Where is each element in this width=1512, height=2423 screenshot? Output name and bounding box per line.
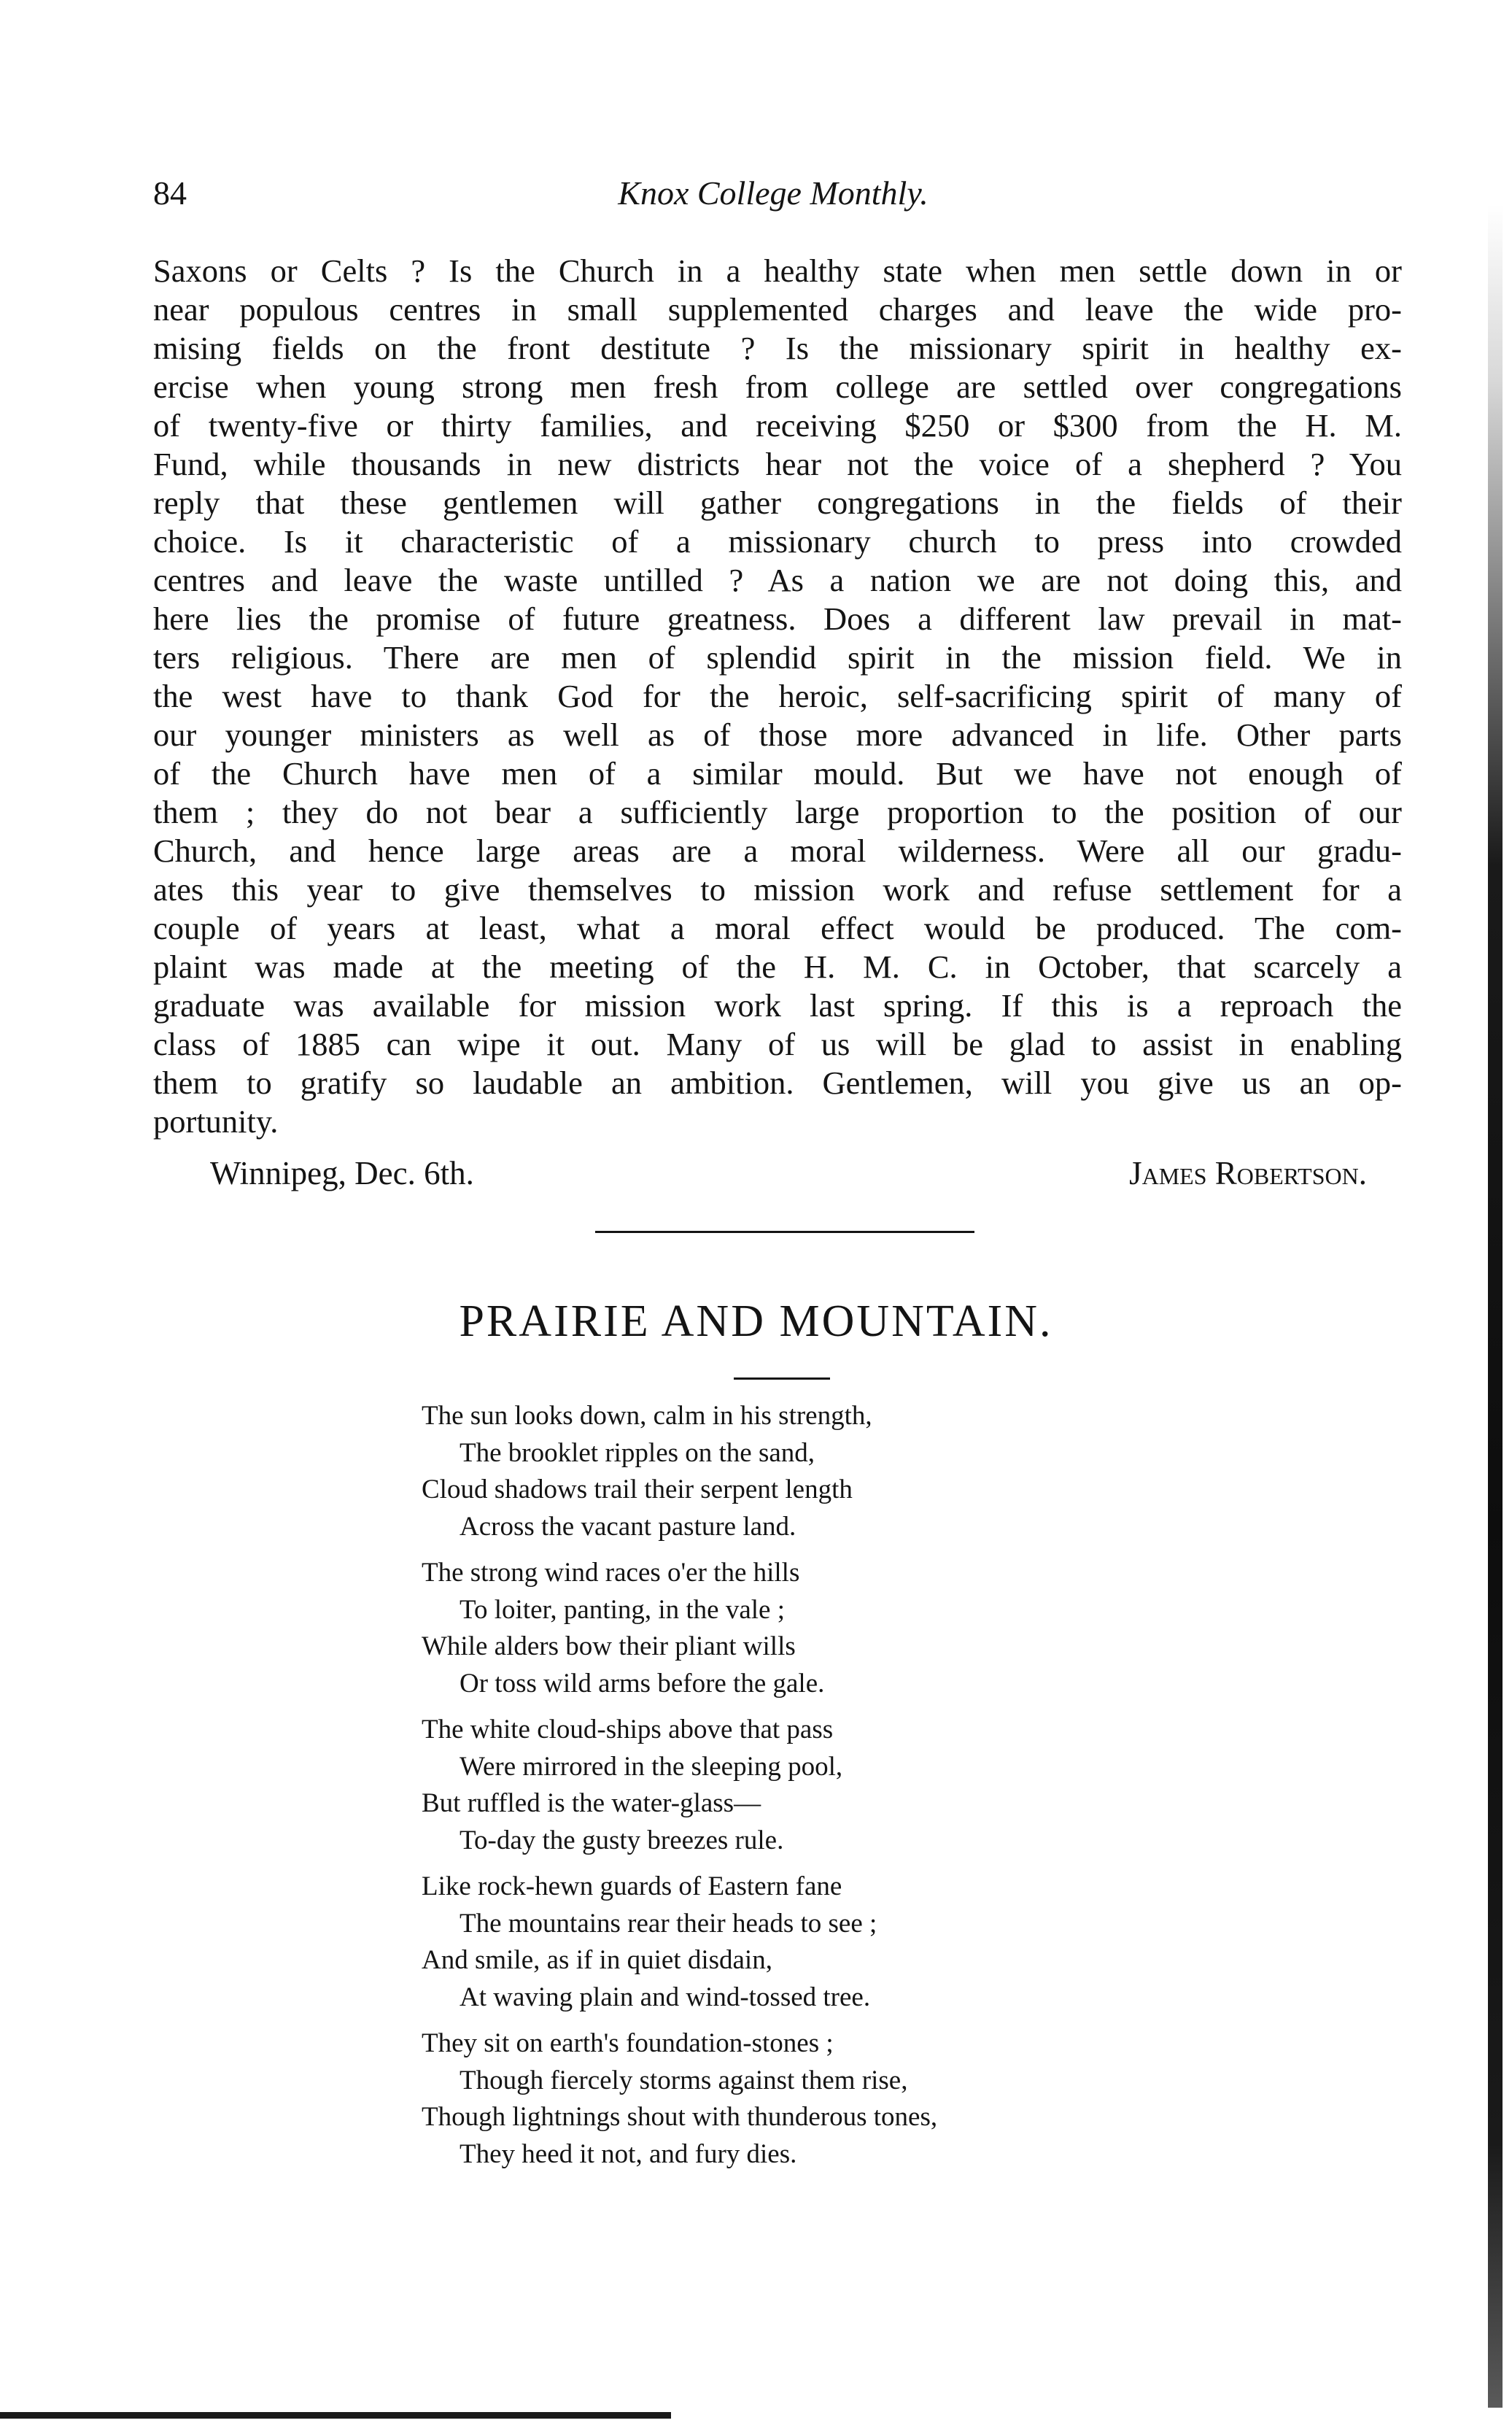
author-signature: James Robertson.	[1129, 1155, 1367, 1191]
verse-line: And smile, as if in quiet disdain,	[422, 1945, 772, 1975]
verse-line: Though lightnings shout with thunderous tones,	[422, 2102, 938, 2132]
body-line: Fund, while thousands in new districts hear not the voice of a shepherd ? You	[153, 446, 1402, 482]
poem-title: PRAIRIE AND MOUNTAIN.	[459, 1296, 1053, 1346]
body-line: them to gratify so laudable an ambition. Gentlemen, will you give us an op-	[153, 1064, 1402, 1101]
title-divider	[734, 1377, 830, 1380]
body-line: our younger ministers as well as of those more advanced in life. Other parts	[153, 716, 1402, 753]
verse-line: The brooklet ripples on the sand,	[460, 1437, 815, 1468]
verse-line: To loiter, panting, in the vale ;	[460, 1594, 785, 1625]
body-line: Church, and hence large areas are a moral wilderness. Were all our gradu-	[153, 832, 1402, 869]
article-body	[153, 252, 1402, 1141]
body-line: ters religious. There are men of splendid spirit in the mission field. We in	[153, 639, 1402, 676]
verse-line: Though fiercely storms against them rise,	[460, 2065, 908, 2095]
poem	[422, 1398, 1297, 2182]
closing	[153, 1154, 1402, 1198]
body-line: couple of years at least, what a moral effect would be produced. The com-	[153, 910, 1402, 946]
body-line: mising fields on the front destitute ? Is the missionary spirit in healthy ex-	[153, 330, 1402, 366]
verse-line: But ruffled is the water-glass—	[422, 1788, 761, 1818]
body-line: choice. Is it characteristic of a missionary church to press into crowded	[153, 523, 1402, 560]
page-edge-shadow	[1488, 204, 1503, 2408]
body-line: the west have to thank God for the heroic, self-sacrificing spirit of many of	[153, 678, 1402, 714]
stanza	[422, 1555, 1297, 1702]
bottom-edge-shadow	[0, 2412, 671, 2419]
verse-line: Cloud shadows trail their serpent length	[422, 1475, 853, 1504]
body-line: plaint was made at the meeting of the H. M. C. in October, that scarcely a	[153, 948, 1402, 985]
verse-line: The sun looks down, calm in his strength,	[422, 1401, 872, 1431]
body-line: of twenty-five or thirty families, and receiving $250 or $300 from the H. M.	[153, 407, 1402, 444]
verse-line: To-day the gusty breezes rule.	[460, 1825, 784, 1855]
verse-line: The mountains rear their heads to see ;	[460, 1908, 877, 1939]
body-line: here lies the promise of future greatness. Does a different law prevail in mat-	[153, 600, 1402, 637]
verse-line: They heed it not, and fury dies.	[460, 2138, 797, 2169]
verse-line: They sit on earth's foundation-stones ;	[422, 2028, 834, 2058]
running-title: Knox College Monthly.	[618, 174, 928, 212]
body-line: of the Church have men of a similar mould. But we have not enough of	[153, 755, 1402, 792]
verse-line: While alders bow their pliant wills	[422, 1631, 796, 1661]
section-divider	[595, 1231, 974, 1233]
verse-line: Were mirrored in the sleeping pool,	[460, 1751, 843, 1782]
body-line: them ; they do not bear a sufficiently large proportion to the position of our	[153, 794, 1402, 830]
body-line: centres and leave the waste untilled ? As a nation we are not doing this, and	[153, 562, 1402, 598]
verse-line: At waving plain and wind-tossed tree.	[460, 1982, 871, 2012]
stanza	[422, 1869, 1297, 2016]
verse-line: Like rock-hewn guards of Eastern fane	[422, 1871, 842, 1901]
verse-line: Across the vacant pasture land.	[460, 1511, 796, 1542]
stanza	[422, 2025, 1297, 2173]
body-line: class of 1885 can wipe it out. Many of us will be glad to assist in enabling	[153, 1026, 1402, 1062]
verse-line: The strong wind races o'er the hills	[422, 1558, 800, 1588]
verse-line: The white cloud-ships above that pass	[422, 1715, 834, 1744]
body-line: near populous centres in small supplemented charges and leave the wide pro-	[153, 291, 1402, 328]
body-line: reply that these gentlemen will gather congregations in the fields of their	[153, 484, 1402, 521]
body-line: ates this year to give themselves to mission work and refuse settlement for a	[153, 871, 1402, 908]
body-line: graduate was available for mission work last spring. If this is a reproach the	[153, 987, 1402, 1024]
stanza	[422, 1712, 1297, 1859]
stanza	[422, 1398, 1297, 1545]
body-line: portunity.	[153, 1103, 279, 1140]
verse-line: Or toss wild arms before the gale.	[460, 1668, 825, 1699]
body-line: Saxons or Celts ? Is the Church in a healthy state when men settle down in or	[153, 252, 1402, 289]
dateline: Winnipeg, Dec. 6th.	[210, 1155, 474, 1191]
page-number: 84	[153, 174, 187, 212]
body-line: ercise when young strong men fresh from college are settled over congregations	[153, 368, 1402, 405]
